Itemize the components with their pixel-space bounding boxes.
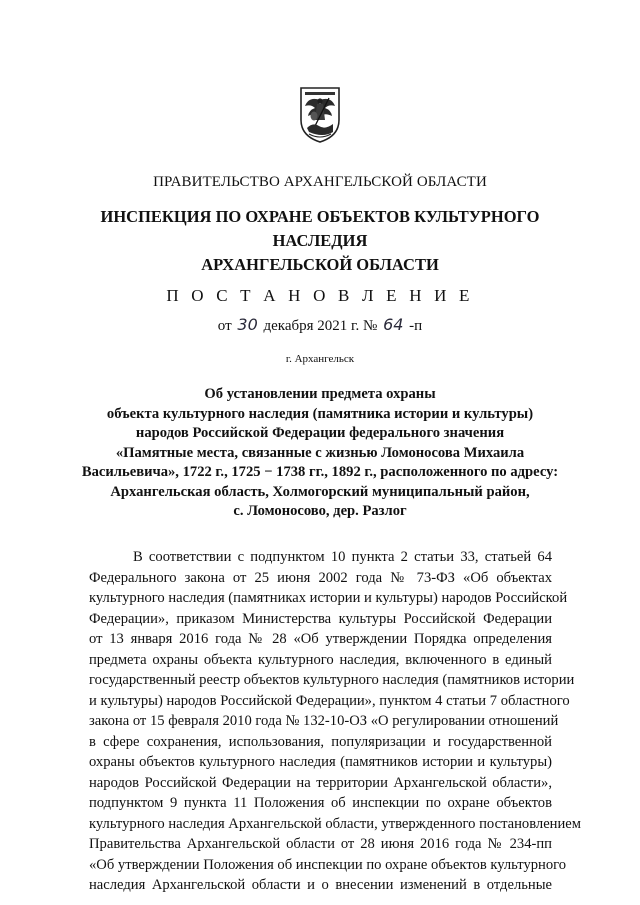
subject-line: Об установлении предмета охраны <box>204 386 436 402</box>
body-line: предмета охраны объекта культурного наследия, включенного в единый <box>89 651 552 668</box>
body-line: культурного наследия Архангельской области, утвержденного постановлением <box>89 815 582 832</box>
body-line: В соответствии с подпунктом 10 пункта 2 статьи 33, статьей 64 <box>133 549 552 565</box>
body-line: в сфере сохранения, использования, популяризации и государственной <box>89 733 552 750</box>
date-day-handwritten: 30 <box>237 315 258 334</box>
body-line: государственный реестр объектов культурного наследия (памятников истории <box>89 672 575 688</box>
subject-line: Васильевича», 1722 г., 1725 − 1738 гг., 1892 г., расположенного по адресу: <box>81 464 559 480</box>
body-line: культурного наследия (памятниках истории и культуры) народов Российской <box>89 590 568 606</box>
coat-of-arms-archangel-icon <box>299 86 341 144</box>
document-number-handwritten: 64 <box>383 315 404 334</box>
inspection-title <box>60 205 580 277</box>
subject-line: объекта культурного наследия (памятника истории и культуры) <box>106 405 534 422</box>
document-type: П О С Т А Н О В Л Е Н И Е <box>166 286 474 305</box>
document-subject <box>70 385 570 522</box>
body-line: Правительства Архангельской области от 28 июня 2016 года № 234-пп <box>89 836 552 852</box>
body-line: наследия Архангельской области и о внесении изменений в отдельные <box>89 877 552 893</box>
inspection-title-line: ИНСПЕКЦИЯ ПО ОХРАНЕ ОБЪЕКТОВ КУЛЬТУРНОГО НАСЛЕДИЯ <box>100 207 540 250</box>
subject-line: народов Российской Федерации федерального значения <box>135 425 505 441</box>
inspection-title-line: АРХАНГЕЛЬСКОЙ ОБЛАСТИ <box>201 255 439 274</box>
date-rest: декабря 2021 г. № <box>263 318 378 334</box>
number-suffix: -п <box>409 318 423 334</box>
government-title: ПРАВИТЕЛЬСТВО АРХАНГЕЛЬСКОЙ ОБЛАСТИ <box>153 174 487 190</box>
subject-line: Архангельская область, Холмогорский муниципальный район, <box>110 483 530 500</box>
document-body <box>89 547 582 896</box>
body-line: подпунктом 9 пункта 11 Положения об инспекции по охране объектов <box>89 795 552 811</box>
body-line: «Об утверждении Положения об инспекции по охране объектов культурного <box>89 856 567 873</box>
document-city: г. Архангельск <box>285 353 355 365</box>
body-line: от 13 января 2016 года № 28 «Об утверждении Порядка определения <box>89 631 552 647</box>
body-line: охраны объектов культурного наследия (памятников истории и культуры) <box>89 754 552 770</box>
body-line: Федерального закона от 25 июня 2002 года № 73-ФЗ «Об объектах <box>89 569 552 586</box>
document-date-line <box>0 315 640 335</box>
body-line: народов Российской Федерации на территории Архангельской области», <box>89 774 552 791</box>
body-line: Федерации», приказом Министерства культуры Российской Федерации <box>89 610 552 627</box>
subject-line: «Памятные места, связанные с жизнью Ломоносова Михаила <box>115 444 525 461</box>
body-line: закона от 15 февраля 2010 года № 132-10-ОЗ «О регулировании отношений <box>89 713 559 729</box>
subject-line: с. Ломоносово, дер. Разлог <box>233 503 407 519</box>
date-prefix: от <box>217 318 232 334</box>
body-line: и культуры) народов Российской Федерации», пунктом 4 статьи 7 областного <box>89 692 570 709</box>
